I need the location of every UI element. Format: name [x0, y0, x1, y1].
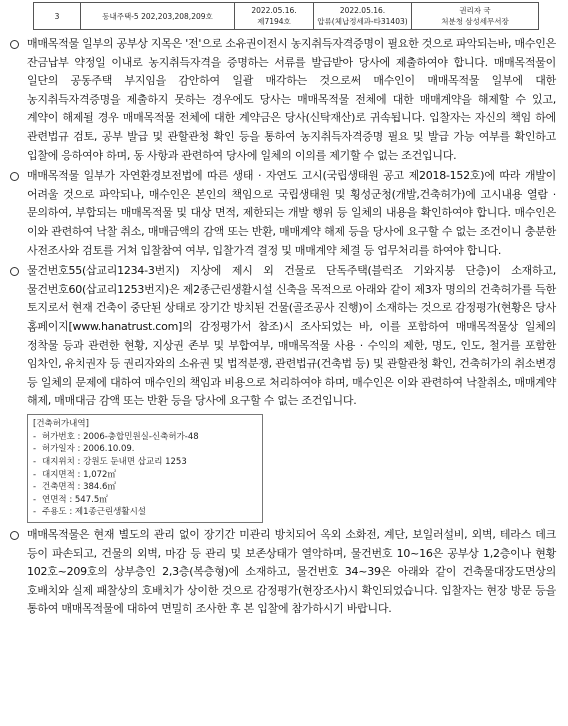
cell-no: 3: [34, 3, 81, 30]
cell-receipt: [235, 3, 314, 30]
paragraph-text: 물건번호55(삽교리1234-3번지) 지상에 제시 외 건물로 단독주택(블럭조 기와지붕 단층)이 소재하고, 물건번호60(삽교리1253번지)은 제2종근린생활시설 신축을 목적으로 아래와 같이 제3자 명의의 건축허가를 득한 토지로서 현재 건축이 중단된 상태로 장기간 방치된 건물(골조공사 진행)이 소재하는 것으로 감정평가(현황은 당사 홈페이지[www.hanatrust.com]의 감정평가서 참조)시 조사되었는 바, 이를 포함하여 매매목적물상 일체의 정착물 등과 관련한 현황, 지상권 존부 및 부합여부, 매매목적물 사용 · 수익의 제한, 명도, 인도, 철거를 포함한 임차인, 유치권자 등 권리자와의 소유권 및 법적분쟁, 관련법규(건축법 등) 및 관할관청 확인, 건축허가의 취소변경 등 일체의 문제에 대하여 매수인의 책임과 비용으로 처리하여야 하며, 매수인은 이와 관련하여 낙찰취소, 매매계약 해제, 매매대금 감액 또는 반환 등을 당사에 요구할 수 없는 조건입니다.: [27, 264, 556, 408]
receipt-number: 제7194호: [257, 17, 291, 26]
paragraph-text: 매매목적물 일부가 자연환경보전법에 따른 생태 · 자연도 고시(국립생태원 공고 제2018-152호)에 따라 개발이 어려울 것으로 파악되나, 매수인은 본인의 책임으로 국립생태원 및 횡성군청(개발,건축허가)에 고시내용 열람 · 문의하여, 부합되는 매매목적물 및 대상 면적, 제한되는 개발 행위 등 일체의 내용을 확인하여야 합니다. 매수인은 이와 관련하여 낙찰 취소, 매매금액의 감액 또는 반환, 매매계약 해제 등을 당사에 요구할 수 없는 조건이니 충분한 사전조사와 검토를 거쳐 입찰참여 여부, 입찰가격 결정 및 매매계약 체결 등 업무처리를 하여야 합니다.: [27, 169, 556, 257]
permit-row: - 대지위치 : 강원도 둔내면 삽교리 1253: [33, 457, 187, 468]
permit-row: - 연면적 : 547.5㎡: [33, 494, 108, 505]
permit-row: - 허가번호 : 2006-충합민원실-신축허가-48: [33, 431, 199, 442]
permit-row: - 주용도 : 제1종근린생활시설: [33, 507, 146, 518]
permit-row-text: 대지면적 : 1,072㎡: [42, 469, 116, 480]
permit-row: - 건축면적 : 384.6㎡: [33, 482, 116, 493]
list-item: [8, 35, 556, 165]
holder-line-1: 권리자 국: [459, 6, 491, 15]
holder-line-2: 처분청 삼성세무서장: [441, 17, 509, 26]
paragraph-text: 매매목적물은 현재 별도의 관리 없이 장기간 미관리 방치되어 옥외 소화전, 계단, 보일러설비, 외벽, 테라스 데크 등이 파손되고, 건물의 외벽, 마감 등 관리 및 보존상태가 열악하며, 물건번호 10~16은 공부상 1,2층이나 현황 102호~209호의 상부층인 2,3층(복층형)에 소재하고, 물건번호 34~39은 아래와 같이 건축물대장도면상의 호배치와 실제 패찰상의 호배치가 상이한 것으로 감정평가(현장조사)시 확인되었습니다. 입찰자는 현장 방문 등을 통하여 매매목적물에 대하여 면밀히 조사한 후 본 입찰에 참가하시기 바랍니다.: [27, 528, 556, 616]
permit-row-text: 건축면적 : 384.6㎡: [42, 482, 116, 493]
cell-cause: [314, 3, 412, 30]
circle-bullet-icon: [10, 40, 19, 49]
permit-row-text: 연면적 : 547.5㎡: [42, 494, 108, 505]
cell-location: 동내주택-5 202,203,208,209호: [81, 3, 235, 30]
list-item: [8, 262, 556, 411]
document-body: [8, 35, 556, 621]
list-item: [8, 526, 556, 619]
list-item: [8, 167, 556, 260]
permit-box-title: [건축허가내역]: [33, 418, 89, 429]
circle-bullet-icon: [10, 172, 19, 181]
permit-row-text: 주용도 : 제1종근린생활시설: [42, 507, 146, 518]
circle-bullet-icon: [10, 267, 19, 276]
cause-date: 2022.05.16.: [339, 6, 386, 15]
paragraph-text: 매매목적물 일부의 공부상 지목은 '전'으로 소유권이전시 농지취득자격증명이 필요한 것으로 파악되는바, 매수인은 잔금납부 약정일 이내로 농지취득자격을 증명하는 서류를 발급받아 당사에 제출하여야 합니다. 매매목적물이 일단의 공동주택 부지임을 감안하여 일괄 매각하는 것으로써 매수인이 매매목적물 일부에 대한 농지취득자격증명을 제출하지 못하는 경우에도 당사는 매매목적물 전체에 대한 매매계약을 해제할 수 있고, 계약이 해제될 경우 매매목적물 전체에 대한 계약금은 당사(신탁재산)로 귀속됩니다. 입찰자는 자신의 책임 하에 관련법규 검토, 공부 발급 및 관할관청 확인 등을 통하여 농지취득자격증명 필요 및 발급 가능 여부를 확인하고 입찰에 응하여야 하며, 동 사항과 관련하여 당사에 일체의 이의를 제기할 수 없는 조건입니다.: [27, 37, 556, 162]
cause-detail: 압류(체납정세과-타31403): [317, 17, 408, 26]
cell-holder: [412, 3, 539, 30]
permit-row-text: 대지위치 : 강원도 둔내면 삽교리 1253: [42, 457, 187, 468]
permit-row-text: 허가일자 : 2006.10.09.: [42, 444, 135, 455]
table-row: [34, 3, 539, 30]
registry-table-container: [33, 2, 538, 30]
registry-table: [33, 2, 539, 30]
circle-bullet-icon: [10, 531, 19, 540]
permit-row-text: 허가번호 : 2006-충합민원실-신축허가-48: [42, 431, 199, 442]
permit-row: - 대지면적 : 1,072㎡: [33, 469, 116, 480]
building-permit-box: [27, 414, 263, 523]
receipt-date: 2022.05.16.: [251, 6, 297, 15]
permit-row: - 허가일자 : 2006.10.09.: [33, 444, 135, 455]
